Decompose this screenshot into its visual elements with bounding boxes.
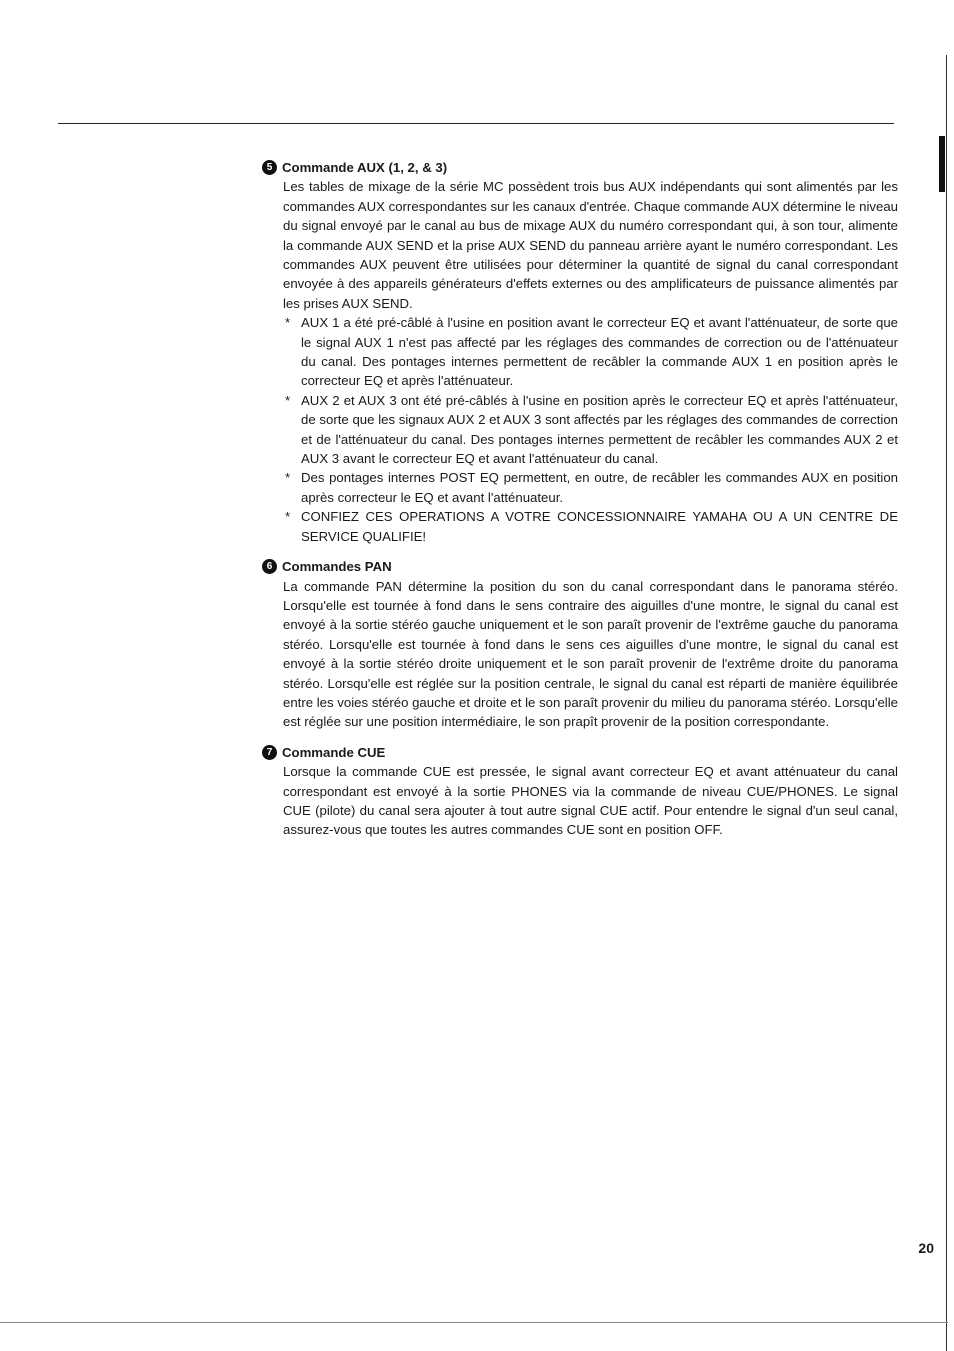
note-text: CONFIEZ CES OPERATIONS A VOTRE CONCESSIONNAIRE YAMAHA OU A UN CENTRE DE SERVICE QUALIFIE! (301, 509, 898, 544)
note-text: AUX 2 et AUX 3 ont été pré-câblés à l'usine en position après le correcteur EQ et après l'atténuateur, de sorte que les signaux AUX 2 et AUX 3 sont affectés par les réglages des commandes de correction et de l'atténuateur du canal. Des pontages internes permettent de recâbler les commandes AUX 2 et AUX 3 avant le correcteur EQ et avant l'atténuateur du canal. (301, 392, 898, 467)
edge-tab-mark (939, 136, 945, 192)
asterisk-mark: * (285, 315, 291, 331)
page-number: 20 (918, 1240, 934, 1256)
section-paragraph: La commande PAN détermine la position du son du canal correspondant dans le panorama stéréo. Lorsqu'elle est tournée à fond dans le sens contraire des aiguilles d'une montre, le signal du canal est envoyé à la sortie stéréo gauche uniquement et le son paraît provenir de l'extrême gauche du panorama stéréo. Lorsqu'elle est tournée à fond dans le sens ces aiguilles d'une montre, le signal du canal est envoyé à la sortie stéréo droite uniquement et le son paraît provenir de l'extrême droite du panorama stéréo. Lorsqu'elle est réglée sur la position centrale, le signal du canal est réparti de manière équilibrée entre les voies stéréo gauche et droite et le son paraît provenir du milieu du panorama stéréo. Lorsqu'elle est réglée sur une position intermédiaire, le son prapît provenir de la position correspondante. (283, 578, 898, 730)
section-title: Commandes PAN (282, 559, 392, 575)
asterisk-mark: * (285, 509, 291, 525)
section-cue (262, 743, 898, 840)
section-heading (262, 158, 898, 177)
section-paragraph: Lorsque la commande CUE est pressée, le signal avant correcteur EQ et avant atténuateur du canal correspondant est envoyé à la sortie PHONES via la commande de niveau CUE/PHONES. Le signal CUE (pilote) du canal sera ajouter à tout autre signal CUE actif. Pour entendre le signal d'un seul canal, assurez-vous que toutes les autres commandes CUE sont en position OFF. (283, 764, 898, 838)
note-text: AUX 1 a été pré-câblé à l'usine en position avant le correcteur EQ et avant l'atténuateur, de sorte que le signal AUX 1 n'est pas affecté par les réglages des commandes de correction ou de l'atténuateur du canal. Des pontages internes permettent de recâbler la commande AUX 1 en position après le correcteur EQ et après l'atténuateur. (301, 315, 898, 389)
note-item (283, 391, 898, 469)
footer-rule (0, 1322, 948, 1323)
asterisk-mark: * (285, 392, 291, 408)
section-title: Commande CUE (282, 744, 386, 760)
section-heading (262, 743, 898, 762)
note-item (283, 507, 898, 546)
page-content (262, 158, 898, 851)
section-heading (262, 557, 898, 576)
asterisk-mark: * (285, 470, 291, 486)
section-paragraph: Les tables de mixage de la série MC possèdent trois bus AUX indépendants qui sont alimentés par les commandes AUX correspondantes sur les canaux d'entrée. Chaque commande AUX détermine le niveau du signal envoyé par le canal au bus de mixage AUX du numéro correspondant qui, à son tour, alimente la commande AUX SEND et la prise AUX SEND du panneau arrière ayant le numéro correspondant. Les commandes AUX peuvent être utilisées pour déterminer la quantité de signal du canal correspondant envoyée à des appareils générateurs d'effets externes ou des amplificateurs de puissance alimentés par les prises AUX SEND. (283, 179, 898, 311)
section-number-badge: 7 (262, 745, 277, 760)
page-edge (946, 55, 947, 1351)
note-item (283, 313, 898, 391)
note-text: Des pontages internes POST EQ permettent, en outre, de recâbler les commandes AUX en position après correcteur le EQ et avant l'atténuateur. (301, 470, 898, 505)
section-title: Commande AUX (1, 2, & 3) (282, 160, 448, 175)
section-number-badge: 5 (262, 160, 277, 175)
note-item (283, 468, 898, 507)
section-number-badge: 6 (262, 559, 277, 574)
header-rule (58, 123, 894, 124)
section-pan (262, 557, 898, 732)
section-aux (262, 158, 898, 546)
